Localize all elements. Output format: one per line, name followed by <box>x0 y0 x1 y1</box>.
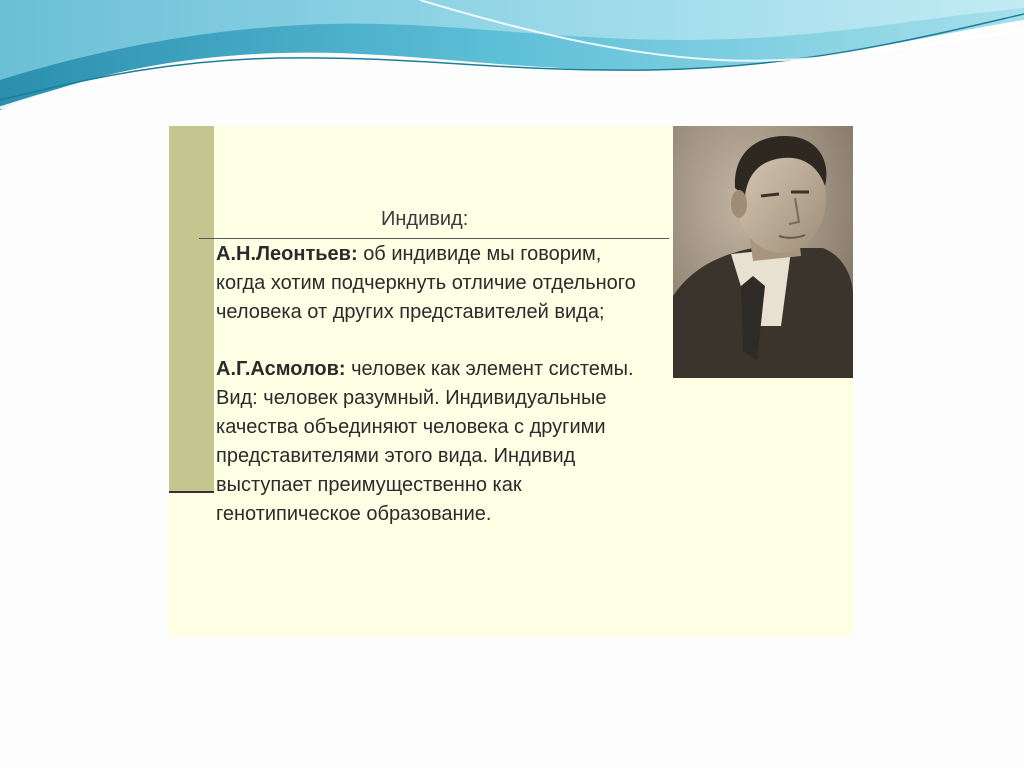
side-accent-bar <box>169 126 214 491</box>
person-portrait-icon <box>673 126 853 378</box>
slide-heading: Индивид: <box>381 208 469 230</box>
leontiev-author: А.Н.Леонтьев: <box>216 243 358 265</box>
asmolov-author: А.Г.Асмолов: <box>216 358 346 380</box>
definition-text <box>216 240 656 529</box>
asmolov-paragraph <box>216 355 656 529</box>
heading-rule <box>199 238 669 239</box>
asmolov-definition: человек как элемент системы. Вид: человек разумный. Индивидуальные качества объединяют человека с другими представителями этого вида. Индивид выступает преимущественно как генотипическое образование. <box>216 358 634 525</box>
portrait-photo <box>673 126 853 378</box>
wave-header-decoration <box>0 0 1024 120</box>
slide-content-panel <box>169 126 853 637</box>
leontiev-paragraph <box>216 240 656 327</box>
leontiev-definition: об индивиде мы говорим, когда хотим подчеркнуть отличие отдельного человека от других представителей вида; <box>216 243 636 323</box>
side-bar-bottom-rule <box>169 491 214 493</box>
